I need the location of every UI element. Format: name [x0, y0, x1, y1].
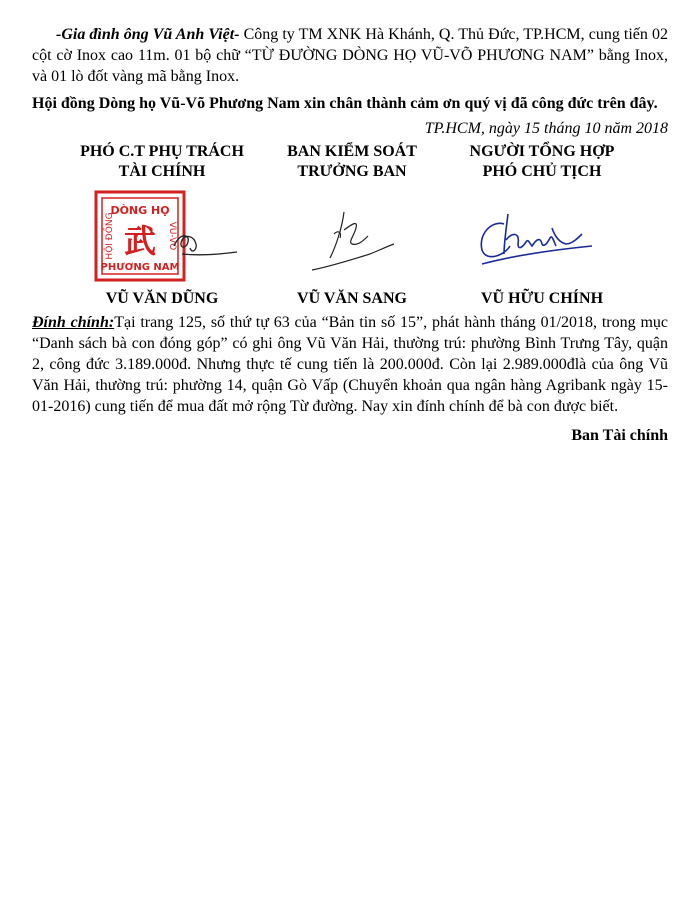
signatory-title: BAN KIỂM SOÁT — [287, 143, 417, 160]
signatory-subtitle: PHÓ CHỦ TỊCH — [482, 163, 602, 180]
signatory-finance — [62, 142, 262, 309]
seal-stamp-icon — [62, 184, 262, 289]
date-line: TP.HCM, ngày 15 tháng 10 năm 2018 — [424, 120, 668, 137]
signatory-name: VŨ VĂN SANG — [297, 290, 407, 307]
signature — [252, 184, 452, 289]
donation-text: Công ty TM XNK Hà Khánh, Q. Thủ Đức, TP.HCM, cung tiến 02 cột cờ Inox cao 11m. 01 bộ chữ “TỪ ĐƯỜNG DÒNG HỌ VŨ-VÕ PHƯƠNG NAM” bằng Inox, và 01 lò đốt vàng mã bằng Inox. — [32, 26, 668, 85]
signatory-compiler — [442, 142, 642, 309]
seal-and-signature — [62, 184, 262, 289]
correction-paragraph — [32, 312, 668, 417]
signature-block — [32, 142, 668, 312]
signatory-name: VŨ VĂN DŨNG — [105, 290, 219, 307]
signatory-title: NGƯỜI TỔNG HỢP — [469, 143, 615, 160]
signatory-control-board — [252, 142, 452, 309]
signatory-subtitle: TRƯỞNG BAN — [297, 163, 407, 180]
correction-text: Tại trang 125, số thứ tự 63 của “Bản tin số 15”, phát hành tháng 01/2018, trong mục “Danh sách bà con đóng góp” có ghi ông Vũ Văn Hải, thường trú: phường Bình Trưng Tây, quận 2, công đức 3.189.000đ. Nhưng thực tế cung tiến là 200.000đ. Còn lại 2.989.000đlà của ông Vũ Văn Hải, thường trú: phường 14, quận Gò Vấp (Chuyển khoản qua ngân hàng Agribank ngày 15-01-2016) cung tiến để mua đất mở rộng Từ đường. Nay xin đính chính để bà con được biết. — [32, 314, 668, 415]
svg-text:武: 武 — [123, 222, 157, 260]
signoff: Ban Tài chính — [571, 427, 668, 444]
signatory-name: VŨ HỮU CHÍNH — [480, 290, 604, 307]
svg-text:PHƯƠNG NAM: PHƯƠNG NAM — [100, 262, 180, 273]
signatory-title: PHÓ C.T PHỤ TRÁCH — [80, 143, 244, 160]
svg-text:VŨ-VÕ: VŨ-VÕ — [167, 221, 177, 251]
svg-text:HỘI ĐỒNG: HỘI ĐỒNG — [105, 212, 115, 260]
donation-paragraph — [32, 24, 668, 87]
signatory-subtitle: TÀI CHÍNH — [118, 163, 206, 180]
handwritten-signature-icon — [442, 184, 642, 289]
svg-text:DÒNG HỌ: DÒNG HỌ — [110, 204, 170, 217]
handwritten-signature-icon — [252, 184, 452, 289]
thanks-line: Hội đồng Dòng họ Vũ-Võ Phương Nam xin chân thành cảm ơn quý vị đã công đức trên đây. — [32, 95, 658, 112]
donor-name: -Gia đình ông Vũ Anh Việt- — [56, 26, 240, 43]
correction-label: Đính chính: — [32, 314, 115, 331]
signature — [442, 184, 642, 289]
document-page — [32, 24, 668, 445]
